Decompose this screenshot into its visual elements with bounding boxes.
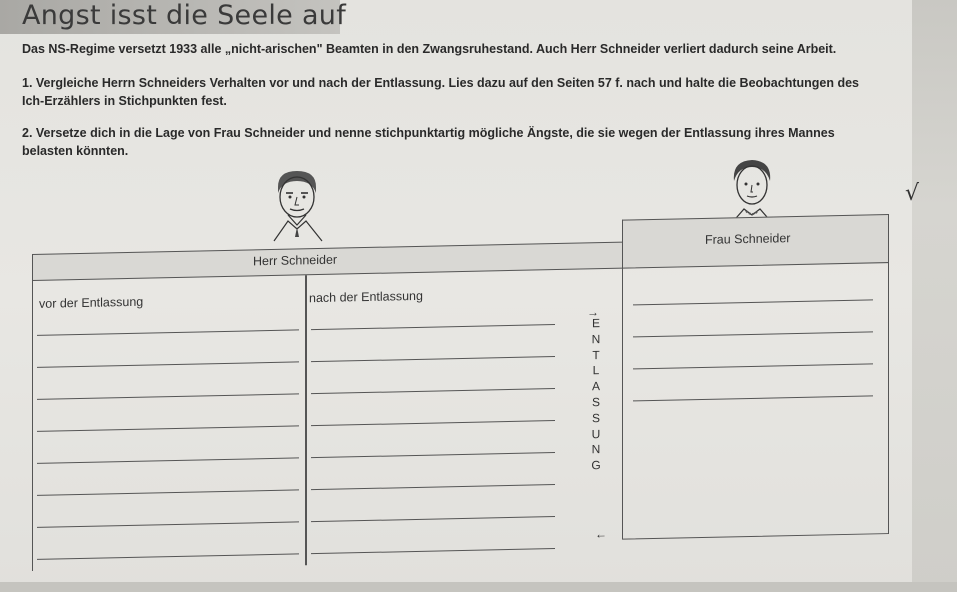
- frau-schneider-label: Frau Schneider: [705, 231, 791, 247]
- answer-line[interactable]: [311, 388, 555, 394]
- answer-line[interactable]: [311, 516, 555, 522]
- letter: T: [592, 347, 600, 362]
- answer-line[interactable]: [311, 356, 555, 362]
- answer-line[interactable]: [633, 331, 873, 337]
- comparison-table: [32, 214, 887, 572]
- task-1: 1. Vergleiche Herrn Schneiders Verhalten vor und nach der Entlassung. Lies dazu auf den Seiten 57 f. nach und halte die Beobachtungen des Ich-Erzählers in Stichpunkten fest.: [22, 76, 860, 108]
- answer-line[interactable]: [633, 395, 873, 401]
- answer-line[interactable]: [37, 553, 299, 559]
- frau-schneider-header: [622, 214, 889, 269]
- before-dismissal-label: vor der Entlassung: [39, 294, 144, 311]
- answer-line[interactable]: [311, 548, 555, 554]
- answer-line[interactable]: [311, 420, 555, 426]
- letter: S: [591, 410, 600, 426]
- vertical-word-entlassung: [586, 316, 606, 474]
- answer-line[interactable]: [37, 329, 299, 335]
- letter: S: [591, 395, 600, 410]
- letter: E: [591, 316, 600, 331]
- letter: N: [591, 331, 601, 347]
- answer-line[interactable]: [37, 393, 299, 399]
- herr-schneider-body: [32, 268, 623, 571]
- answer-line[interactable]: [37, 361, 299, 367]
- answer-line[interactable]: [37, 425, 299, 431]
- answer-line[interactable]: [37, 489, 299, 495]
- frau-schneider-body: [622, 262, 889, 540]
- task-2: 2. Versetze dich in die Lage von Frau Schneider und nenne stichpunktartig mögliche Ängste, die sie wegen der Entlassung ihres Mannes belasten könnten.: [22, 126, 835, 158]
- answer-line[interactable]: [311, 452, 555, 458]
- letter: N: [591, 442, 601, 457]
- answer-line[interactable]: [311, 484, 555, 490]
- intro-text: Das NS-Regime versetzt 1933 alle „nicht-arischen" Beamten in den Zwangsruhestand. Auch Herr Schneider verliert dadurch seine Arbeit.: [22, 42, 837, 56]
- after-dismissal-label: nach der Entlassung: [309, 288, 423, 306]
- worksheet-title: Angst isst die Seele auf: [22, 0, 347, 31]
- margin-check-mark: √: [905, 181, 920, 206]
- answer-line[interactable]: [633, 299, 873, 305]
- arrow-right: →: [587, 305, 599, 320]
- answer-line[interactable]: [311, 324, 555, 330]
- answer-line[interactable]: [37, 457, 299, 463]
- herr-schneider-label: Herr Schneider: [253, 252, 338, 269]
- page-bottom-edge: [0, 582, 957, 592]
- arrow-left: ←: [595, 526, 607, 542]
- letter: L: [592, 363, 600, 378]
- letter: U: [591, 426, 601, 441]
- letter: G: [591, 458, 601, 473]
- column-divider: [305, 275, 307, 565]
- answer-line[interactable]: [633, 363, 873, 369]
- letter: A: [591, 379, 600, 394]
- answer-line[interactable]: [37, 521, 299, 527]
